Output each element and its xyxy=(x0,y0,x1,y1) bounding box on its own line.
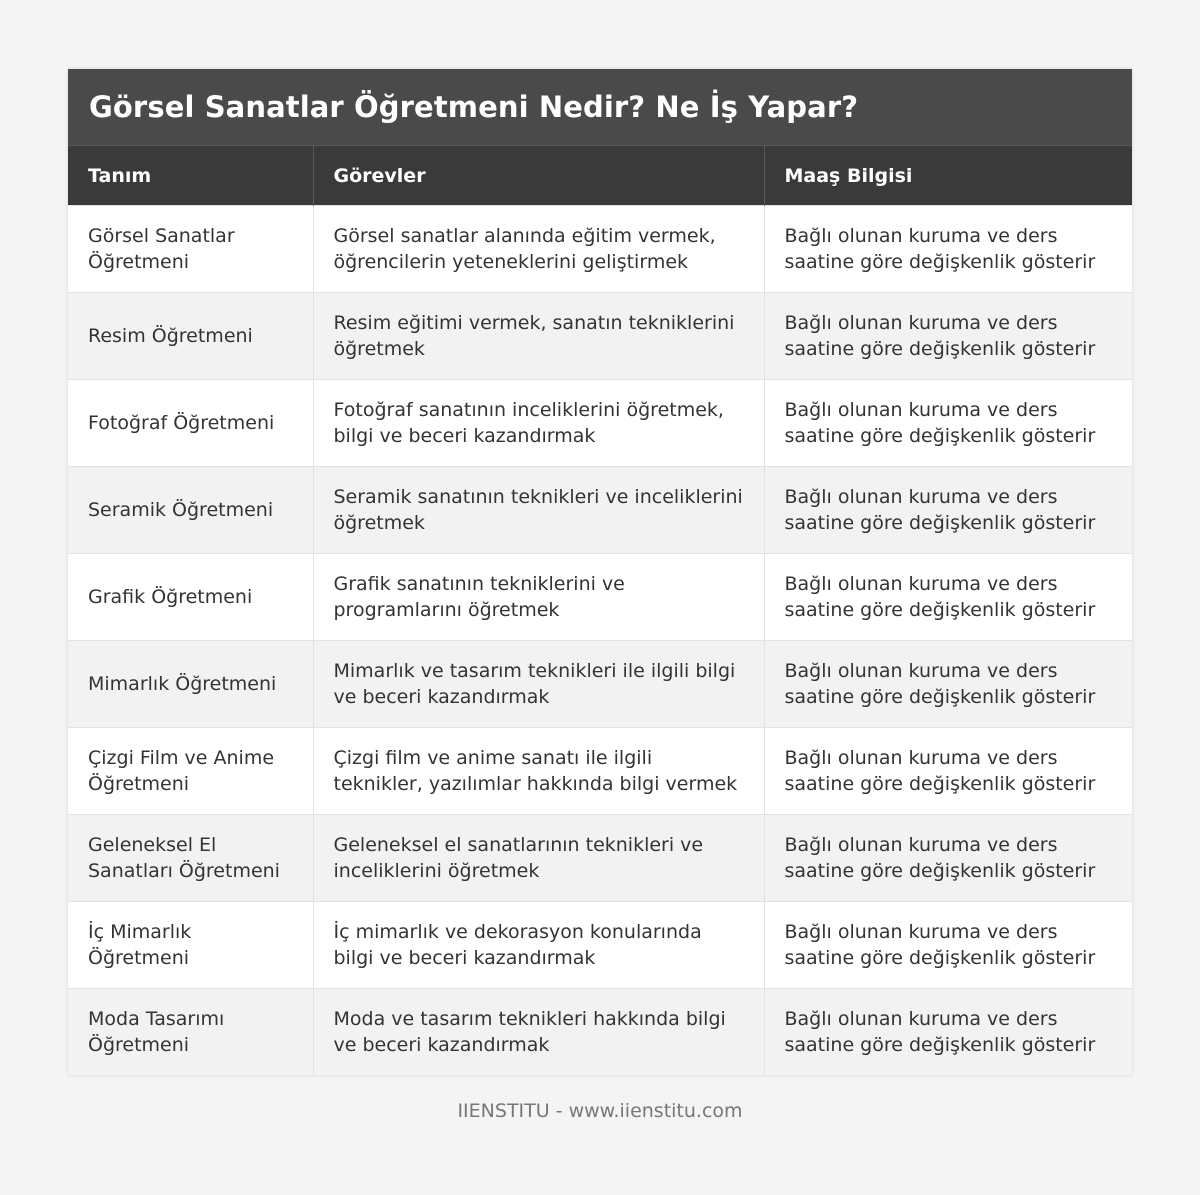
table-row xyxy=(68,728,1132,815)
cell-tanim: Geleneksel El Sanatları Öğretmeni xyxy=(68,815,313,902)
cell-maas: Bağlı olunan kuruma ve ders saatine göre değişkenlik gösterir xyxy=(764,554,1132,641)
cell-maas: Bağlı olunan kuruma ve ders saatine göre değişkenlik gösterir xyxy=(764,902,1132,989)
cell-tanim: Mimarlık Öğretmeni xyxy=(68,641,313,728)
cell-maas: Bağlı olunan kuruma ve ders saatine göre değişkenlik gösterir xyxy=(764,989,1132,1076)
cell-gorevler: Resim eğitimi vermek, sanatın tekniklerini öğretmek xyxy=(313,293,764,380)
table-row xyxy=(68,641,1132,728)
table-row xyxy=(68,815,1132,902)
cell-tanim: Seramik Öğretmeni xyxy=(68,467,313,554)
cell-gorevler: Moda ve tasarım teknikleri hakkında bilgi ve beceri kazandırmak xyxy=(313,989,764,1076)
cell-maas: Bağlı olunan kuruma ve ders saatine göre değişkenlik gösterir xyxy=(764,467,1132,554)
column-header-tanim: Tanım xyxy=(68,146,313,206)
table-row xyxy=(68,380,1132,467)
table-row xyxy=(68,902,1132,989)
column-header-gorevler: Görevler xyxy=(313,146,764,206)
table-row xyxy=(68,467,1132,554)
cell-tanim: Resim Öğretmeni xyxy=(68,293,313,380)
info-table-card xyxy=(68,69,1132,1075)
cell-maas: Bağlı olunan kuruma ve ders saatine göre değişkenlik gösterir xyxy=(764,815,1132,902)
table-row xyxy=(68,554,1132,641)
cell-gorevler: Çizgi film ve anime sanatı ile ilgili teknikler, yazılımlar hakkında bilgi vermek xyxy=(313,728,764,815)
cell-gorevler: Grafik sanatının tekniklerini ve programlarını öğretmek xyxy=(313,554,764,641)
cell-gorevler: Geleneksel el sanatlarının teknikleri ve inceliklerini öğretmek xyxy=(313,815,764,902)
header-row xyxy=(68,146,1132,206)
column-header-maas: Maaş Bilgisi xyxy=(764,146,1132,206)
page-title: Görsel Sanatlar Öğretmeni Nedir? Ne İş Yapar? xyxy=(89,90,859,124)
cell-gorevler: Seramik sanatının teknikleri ve inceliklerini öğretmek xyxy=(313,467,764,554)
cell-tanim: Fotoğraf Öğretmeni xyxy=(68,380,313,467)
cell-maas: Bağlı olunan kuruma ve ders saatine göre değişkenlik gösterir xyxy=(764,380,1132,467)
cell-gorevler: Mimarlık ve tasarım teknikleri ile ilgili bilgi ve beceri kazandırmak xyxy=(313,641,764,728)
cell-tanim: Moda Tasarımı Öğretmeni xyxy=(68,989,313,1076)
cell-tanim: Görsel Sanatlar Öğretmeni xyxy=(68,206,313,293)
cell-gorevler: Görsel sanatlar alanında eğitim vermek, öğrencilerin yeteneklerini geliştirmek xyxy=(313,206,764,293)
cell-tanim: Grafik Öğretmeni xyxy=(68,554,313,641)
table-row xyxy=(68,206,1132,293)
cell-maas: Bağlı olunan kuruma ve ders saatine göre değişkenlik gösterir xyxy=(764,728,1132,815)
title-bar xyxy=(68,69,1132,145)
cell-gorevler: İç mimarlık ve dekorasyon konularında bilgi ve beceri kazandırmak xyxy=(313,902,764,989)
cell-gorevler: Fotoğraf sanatının inceliklerini öğretmek, bilgi ve beceri kazandırmak xyxy=(313,380,764,467)
cell-maas: Bağlı olunan kuruma ve ders saatine göre değişkenlik gösterir xyxy=(764,206,1132,293)
cell-tanim: İç Mimarlık Öğretmeni xyxy=(68,902,313,989)
cell-maas: Bağlı olunan kuruma ve ders saatine göre değişkenlik gösterir xyxy=(764,641,1132,728)
info-table xyxy=(68,145,1132,1075)
cell-maas: Bağlı olunan kuruma ve ders saatine göre değişkenlik gösterir xyxy=(764,293,1132,380)
table-row xyxy=(68,293,1132,380)
cell-tanim: Çizgi Film ve Anime Öğretmeni xyxy=(68,728,313,815)
table-row xyxy=(68,989,1132,1076)
footer-credit: IIENSTITU - www.iienstitu.com xyxy=(457,1100,743,1122)
